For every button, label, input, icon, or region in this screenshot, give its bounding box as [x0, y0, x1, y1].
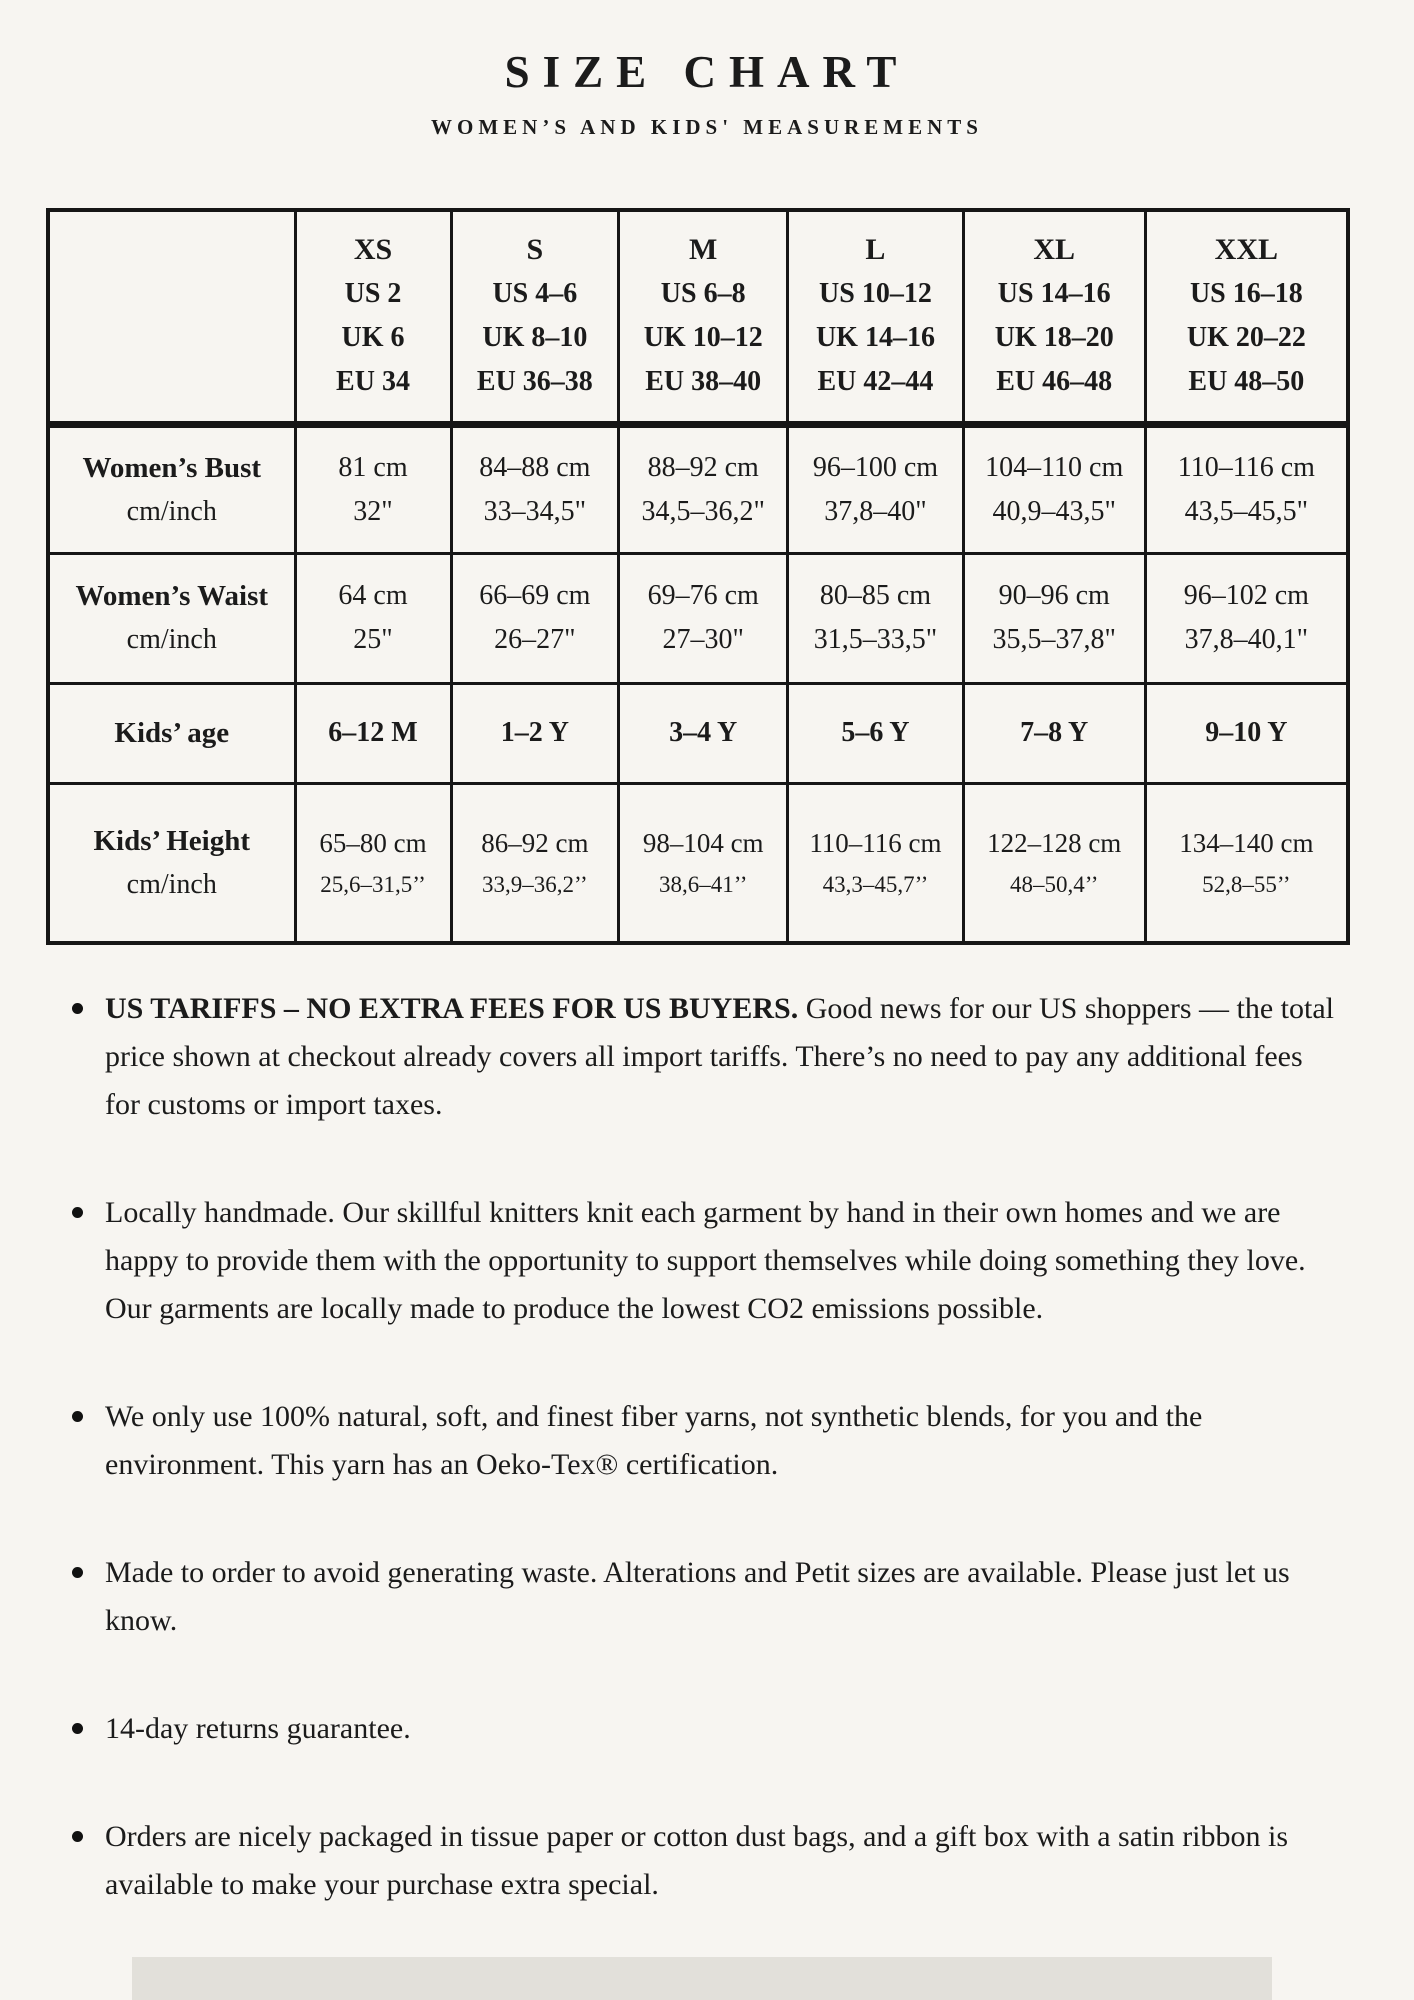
size-cell: 88–92 cm 34,5–36,2" [619, 424, 788, 553]
size-column-header-s [451, 210, 619, 424]
measurement-row-womens-bust [48, 424, 1348, 553]
row-label-womens-waist: Women’s Waist cm/inch [48, 553, 295, 683]
size-cell: 134–140 cm 52,8–55’’ [1145, 783, 1348, 943]
measurement-row-kids-height [48, 783, 1348, 943]
us-size: US 14–16 [997, 278, 1111, 310]
row-label-kids-age: Kids’ age [48, 683, 295, 783]
bullet-text: US TARIFFS – NO EXTRA FEES FOR US BUYERS. Good news for our US shoppers — the total price shown at checkout already covers all import tariffs. There’s no need to pay any additional fees for customs or import taxes. [105, 992, 1334, 1121]
uk-size: UK 10–12 [643, 322, 763, 354]
info-bullet-list [72, 985, 1344, 1909]
eu-size: EU 42–44 [817, 366, 934, 398]
size-cell: 104–110 cm 40,9–43,5" [963, 424, 1145, 553]
bullet-icon [72, 1207, 83, 1218]
size-label: XS [353, 233, 393, 267]
eu-size: EU 38–40 [645, 366, 762, 398]
eu-size: EU 36–38 [476, 366, 593, 398]
bullet-natural-yarns [72, 1393, 1344, 1489]
size-cell: 81 cm 32" [295, 424, 451, 553]
bullet-icon [72, 1831, 83, 1842]
bullet-us-tariffs [72, 985, 1344, 1129]
size-cell: 96–100 cm 37,8–40" [788, 424, 964, 553]
eu-size: EU 34 [336, 366, 410, 398]
size-cell: 110–116 cm 43,5–45,5" [1145, 424, 1348, 553]
size-label: S [526, 233, 544, 267]
size-cell: 86–92 cm 33,9–36,2’’ [451, 783, 619, 943]
us-size: US 6–8 [660, 278, 746, 310]
size-cell: 1–2 Y [451, 683, 619, 783]
size-column-header-l [788, 210, 964, 424]
bullet-text: We only use 100% natural, soft, and finest fiber yarns, not synthetic blends, for you and the environment. This yarn has an Oeko-Tex® certification. [105, 1400, 1203, 1481]
size-cell: 65–80 cm 25,6–31,5’’ [295, 783, 451, 943]
bullet-icon [72, 1411, 83, 1422]
size-cell: 90–96 cm 35,5–37,8" [963, 553, 1145, 683]
size-column-header-xl [963, 210, 1145, 424]
size-cell: 110–116 cm 43,3–45,7’’ [788, 783, 964, 943]
size-cell: 84–88 cm 33–34,5" [451, 424, 619, 553]
size-column-header-xxl [1145, 210, 1348, 424]
eu-size: EU 46–48 [996, 366, 1113, 398]
size-column-header-m [619, 210, 788, 424]
uk-size: UK 14–16 [815, 322, 935, 354]
bullet-icon [72, 1003, 83, 1014]
row-label-kids-height: Kids’ Height cm/inch [48, 783, 295, 943]
size-cell: 96–102 cm 37,8–40,1" [1145, 553, 1348, 683]
bullet-made-to-order [72, 1549, 1344, 1645]
size-column-header-xs [295, 210, 451, 424]
us-size: US 10–12 [819, 278, 932, 310]
size-cell: 64 cm 25" [295, 553, 451, 683]
size-cell: 66–69 cm 26–27" [451, 553, 619, 683]
size-table [46, 208, 1350, 945]
bullet-text: Locally handmade. Our skillful knitters knit each garment by hand in their own homes and we are happy to provide them with the opportunity to support themselves while doing something they love. Our garments are locally made to produce the lowest CO2 emissions possible. [105, 1196, 1306, 1325]
us-size: US 2 [344, 278, 402, 310]
bullet-packaging [72, 1813, 1344, 1909]
row-label-womens-bust: Women’s Bust cm/inch [48, 424, 295, 553]
bullet-text: 14-day returns guarantee. [105, 1712, 411, 1745]
bullet-locally-handmade [72, 1189, 1344, 1333]
uk-size: UK 20–22 [1186, 322, 1306, 354]
size-label: L [865, 233, 886, 267]
measurement-row-kids-age [48, 683, 1348, 783]
size-table-header-row [48, 210, 1348, 424]
bullet-text: Made to order to avoid generating waste. Alterations and Petit sizes are available. Please just let us know. [105, 1556, 1290, 1637]
size-cell: 98–104 cm 38,6–41’’ [619, 783, 788, 943]
page-subtitle: WOMEN’S AND KIDS' MEASUREMENTS [431, 115, 983, 139]
size-table-corner-cell [48, 210, 295, 424]
bullet-returns-guarantee [72, 1705, 1344, 1753]
size-cell: 9–10 Y [1145, 683, 1348, 783]
us-size: US 16–18 [1189, 278, 1303, 310]
bullet-icon [72, 1723, 83, 1734]
size-cell: 5–6 Y [788, 683, 964, 783]
uk-size: UK 18–20 [994, 322, 1114, 354]
size-label: M [689, 233, 718, 267]
size-cell: 7–8 Y [963, 683, 1145, 783]
measurement-row-womens-waist [48, 553, 1348, 683]
page-title: SIZE CHART [504, 47, 910, 97]
bullet-icon [72, 1567, 83, 1578]
size-cell: 3–4 Y [619, 683, 788, 783]
uk-size: UK 8–10 [482, 322, 588, 354]
size-cell: 6–12 M [295, 683, 451, 783]
size-label: XL [1033, 233, 1076, 267]
size-cell: 69–76 cm 27–30" [619, 553, 788, 683]
eu-size: EU 48–50 [1188, 366, 1305, 398]
uk-size: UK 6 [341, 322, 405, 354]
us-size: US 4–6 [492, 278, 578, 310]
size-cell: 80–85 cm 31,5–33,5" [788, 553, 964, 683]
cropped-image-strip [132, 1957, 1272, 2000]
size-label: XXL [1214, 233, 1279, 267]
bullet-text: Orders are nicely packaged in tissue paper or cotton dust bags, and a gift box with a satin ribbon is available to make your purchase extra special. [105, 1820, 1289, 1901]
size-cell: 122–128 cm 48–50,4’’ [963, 783, 1145, 943]
